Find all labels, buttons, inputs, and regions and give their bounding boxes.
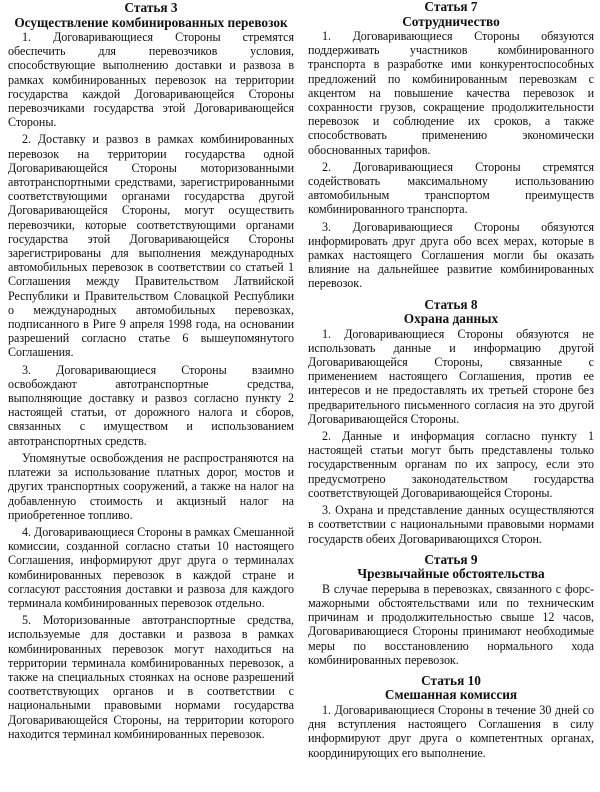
- paragraph: В случае перерыва в перевозках, связанного с форс-мажорными обстоятельствами или по техническим причинам и продолжительностью свыше 12 часов, Договаривающиеся Стороны принимают необходимые меры по восстановлению нормального хода комбинированных перевозок.: [308, 581, 594, 667]
- paragraph: 1. Договаривающиеся Стороны в течение 30 дней со дня вступления настоящего Соглашения в силу информируют друг друга о компетентных органах, координирующих его выполнение.: [308, 702, 594, 760]
- article-number: Статья 9: [424, 551, 478, 567]
- article-7: [308, 0, 594, 291]
- article-title: Осуществление комбинированных перевозок: [14, 14, 288, 30]
- paragraph: 1. Договаривающиеся Стороны обязуются поддерживать участников комбинированного транспорта в разработке ими конкурентоспособных предложений по комбинированным перевозкам с акцентом на повышение качества перевозок и сохранности грузов, сокращение продолжительности перевозок и соблюдение их сроков, а также способствовать применению экономически обоснованных тарифов.: [308, 29, 594, 157]
- paragraph: 3. Охрана и представление данных осуществляются в соответствии с национальными правовыми нормами государств обеих Договаривающихся Сторон.: [308, 503, 594, 546]
- right-column: [308, 0, 594, 792]
- article-number: Статья 3: [124, 0, 178, 15]
- paragraph: 5. Моторизованные автотранспортные средства, используемые для доставки и развоза в рамках комбинированных перевозок могут находиться на территории терминала комбинированных перевозок, а также на специальных стоянках на основе разрешений соответствующих органов и в соответствии с национальными правовыми нормами государства Договаривающейся Стороны, на территории которого находится терминал комбинированных перевозок.: [8, 613, 294, 741]
- article-title: Смешанная комиссия: [384, 687, 518, 703]
- paragraph: 4. Договаривающиеся Стороны в рамках Смешанной комиссии, созданной согласно статьи 10 настоящего Соглашения, информируют друг друга о терминалах комбинированных перевозок в каждой стране и согласуют расстояния доставки и развоза для каждого терминала комбинированных перевозок отдельно.: [8, 524, 294, 610]
- article-title: Сотрудничество: [402, 13, 500, 29]
- paragraph: 3. Договаривающиеся Стороны взаимно освобождают автотранспортные средства, выполняющие доставку и развоз согласно пункту 2 настоящей статьи, от дорожного налога и сборов, связанных с имуществом и использованием автотранспортных средств.: [8, 362, 294, 448]
- article-3: [8, 1, 294, 741]
- article-number: Статья 10: [421, 672, 481, 688]
- article-8: [308, 298, 594, 546]
- left-column: [8, 0, 294, 792]
- paragraph: 2. Данные и информация согласно пункту 1 настоящей статьи могут быть представлены только государственным органам по их запросу, если это предусмотрено законодательством государства соответствующей Договаривающейся Стороны.: [308, 429, 594, 500]
- article-title: Охрана данных: [403, 311, 499, 327]
- article-9: [308, 553, 594, 667]
- article-title: Чрезвычайные обстоятельства: [357, 566, 545, 582]
- paragraph: Упомянутые освобождения не распространяются на платежи за использование платных дорог, мостов и других транспортных сооружений, а также на налог на добавленную стоимость и акцизный налог на приобретенное топливо.: [8, 450, 294, 522]
- paragraph: 3. Договаривающиеся Стороны обязуются информировать друг друга обо всех мерах, которые в рамках настоящего Соглашения могли бы оказать влияние на дальнейшее развитие комбинированных перевозок.: [308, 219, 594, 291]
- article-number: Статья 7: [424, 0, 478, 14]
- paragraph: 1. Договаривающиеся Стороны обязуются не использовать данные и информацию другой Договаривающейся Стороны, связанные с применением настоящего Соглашения, против ее интересов и не предоставлять их третьей стороне без предварительного письменного согласия на это другой Договаривающейся Стороны.: [308, 326, 594, 426]
- article-10: [308, 674, 594, 760]
- paragraph: 2. Доставку и развоз в рамках комбинированных перевозок на территории государства одной Договаривающейся Стороны моторизованными автотранспортными средствами, зарегистрированными соответствующими органами государства другой Договаривающейся Стороны, могут осуществить перевозчики, которые соответствующими органами государства этой Договаривающейся Стороны зарегистрированы для выполнения международных автомобильных перевозок в соответствии со статьей 1 Соглашения между Правительством Латвийской Республики и Правительством Словацкой Республики о международных автомобильных перевозках, подписанного в Риге 9 апреля 1998 года, на основании разрешений согласно статье 6 вышеупомянутого Соглашения.: [8, 132, 294, 360]
- paragraph: 1. Договаривающиеся Стороны стремятся обеспечить для перевозчиков условия, способствующие выполнению доставки и развоза в рамках комбинированных перевозок на территории государства каждой Договаривающейся Стороны перевозчиками государства этой Договаривающейся Стороны.: [8, 30, 294, 130]
- article-number: Статья 8: [424, 296, 478, 312]
- paragraph: 2. Договаривающиеся Стороны стремятся содействовать максимальному использованию автомобильным транспортом преимуществ комбинированного транспорта.: [308, 159, 594, 217]
